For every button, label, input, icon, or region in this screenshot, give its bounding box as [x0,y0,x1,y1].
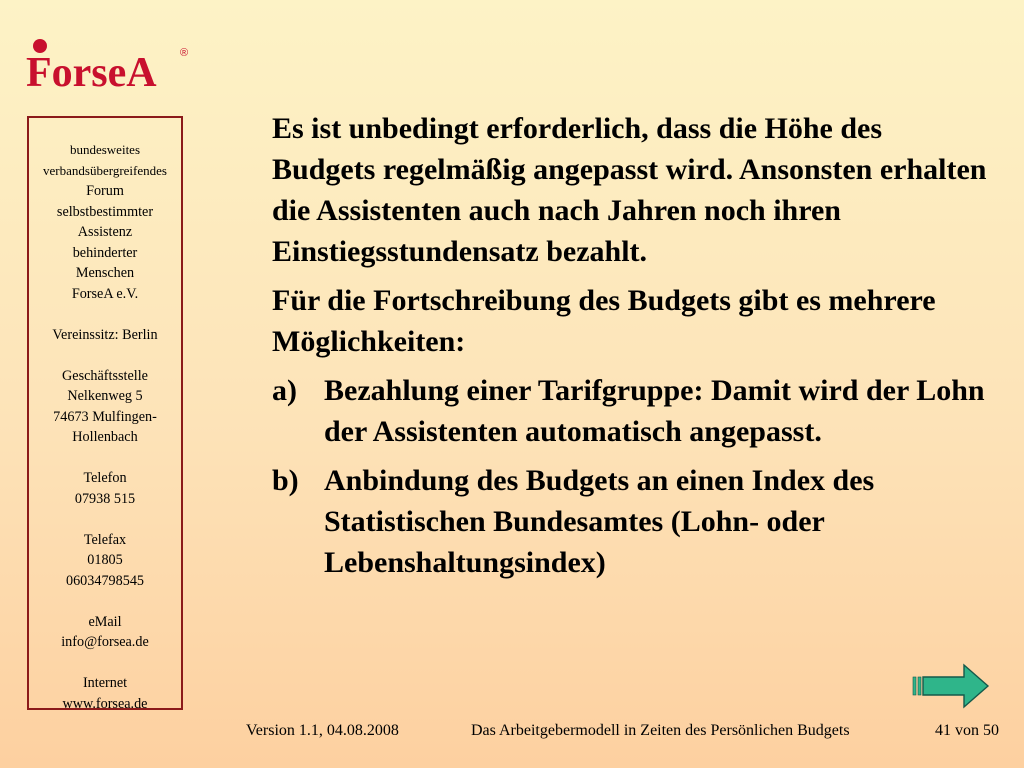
fax-number-prefix: 01805 [87,552,123,568]
list-item-text: Anbindung des Budgets an einen Index des Statistischen Bundesamtes (Lohn- oder Lebenshaltungsindex) [324,464,875,579]
sidebar-line: selbstbestimmter [56,203,154,220]
sidebar-line: verbandsübergreifendes [43,162,167,178]
office-city-district: Hollenbach [72,429,138,445]
sidebar-line: behinderter [72,244,138,261]
registered-mark: ® [180,47,188,59]
logo-text: ForseA [26,50,157,92]
association-info-box [27,116,183,710]
sidebar-line: Assistenz [77,224,133,240]
forsea-logo [20,36,188,92]
sidebar-line: bundesweites [69,142,141,157]
next-arrow-icon[interactable] [912,663,990,709]
office-city: 74673 Mulfingen- [53,408,157,425]
slide-content [272,108,992,591]
sidebar-line: Menschen [75,265,135,281]
list-item [272,460,992,583]
list-item-label: b) [272,464,299,497]
list-item [272,370,992,452]
paragraph-intro: Es ist unbedingt erforderlich, dass die Höhe des Budgets regelmäßig angepasst wird. Ansonsten erhalten die Assistenten auch nach Jahren noch ihren Einstiegsstundensatz bezahlt. [272,112,987,268]
sidebar-line: ForseA e.V. [71,285,139,302]
fax-number: 06034798545 [65,572,145,589]
list-item-text: Bezahlung einer Tarifgruppe: Damit wird der Lohn der Assistenten automatisch angepasst. [324,374,985,448]
footer-version: Version 1.1, 04.08.2008 [246,722,399,739]
office-street: Nelkenweg 5 [67,388,143,404]
office-label: Geschäftsstelle [62,367,148,384]
email-address: info@forsea.de [61,634,149,650]
footer-title: Das Arbeitgebermodell in Zeiten des Persönlichen Budgets [471,722,850,739]
association-seat: Vereinssitz: Berlin [52,326,158,343]
website: www.forsea.de [62,695,148,712]
list-item-label: a) [272,374,297,407]
page-number: 41 von 50 [935,722,999,739]
internet-label: Internet [82,675,128,691]
paragraph-options: Für die Fortschreibung des Budgets gibt es mehrere Möglichkeiten: [272,284,936,358]
email-label: eMail [88,613,122,630]
phone-number: 07938 515 [74,490,136,507]
phone-label: Telefon [83,470,127,486]
sidebar-line: Forum [86,183,124,199]
fax-label: Telefax [83,531,127,548]
